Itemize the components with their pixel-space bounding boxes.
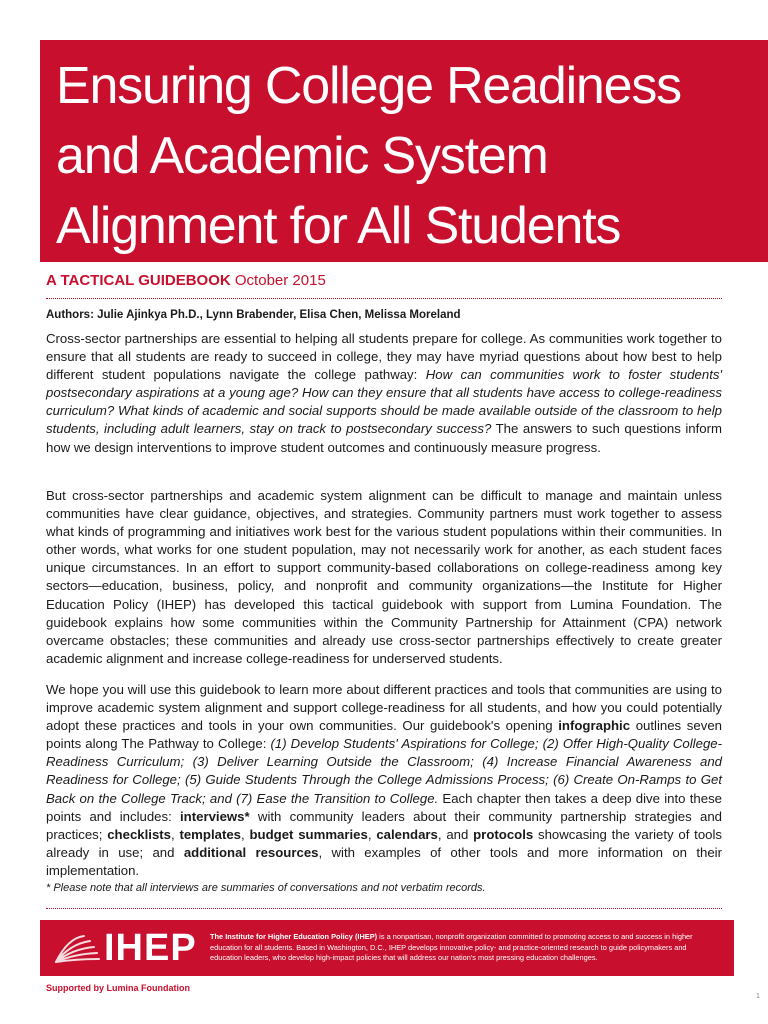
p3-comma-1: , bbox=[171, 826, 180, 842]
p3-checklists: checklists bbox=[107, 826, 171, 842]
paragraph-partnerships: But cross-sector partnerships and academic system alignment can be difficult to manage and maintain unless communities have clear guidance, objectives, and strategies. Community partners must work together to assess what kinds of programming and initiatives work best for the various student populations within their communities. In other words, what works for one student population, may not necessarily work for another, as each student faces unique circumstances. In an effort to support community-based collaborations on college-readiness among key sectors—education, business, policy, and nonprofit and community organizations—the Institute for Higher Education Policy (IHEP) has developed this tactical guidebook with support from Lumina Foundation. The guidebook explains how some communities within the Community Partnership for Attainment (CPA) network overcame obstacles; these communities and already use cross-sector partnerships effectively to create greater academic alignment and increase college-readiness for underserved students. bbox=[46, 488, 722, 666]
p3-budget-summaries: budget summaries bbox=[249, 826, 368, 842]
paragraph-intro-tail: The answers to such questions inform how we design interventions to improve student outcomes and continuously measure progress. bbox=[46, 421, 722, 455]
subtitle bbox=[46, 272, 326, 289]
p3-comma-2: , bbox=[241, 826, 250, 842]
paragraph-guidebook bbox=[46, 681, 722, 880]
paragraph-intro-lead: Cross-sector partnerships are essential to helping all students prepare for college. As communities work together to ensure that all students are ready to succeed in college, they may have myriad questions about how best to help different student populations navigate the college pathway: bbox=[46, 331, 722, 383]
footer-banner bbox=[40, 920, 734, 976]
ihep-logo-mark-icon bbox=[54, 932, 100, 966]
p3-calendars: calendars bbox=[376, 826, 438, 842]
divider-bottom bbox=[46, 908, 722, 909]
p3-templates: templates bbox=[179, 826, 242, 842]
divider-top bbox=[46, 298, 722, 299]
ihep-description bbox=[210, 932, 720, 964]
p3-additional-resources: additional resources bbox=[183, 844, 319, 860]
title-line-2: and Academic System bbox=[56, 127, 548, 185]
paragraph-intro-questions: How can communities work to foster students' postsecondary aspirations at a young age? How can they ensure that all students have access to college-readiness curriculum? What kinds of academic and social supports should be made available outside of the classroom to help students, including adult learners, stay on track to postsecondary success? bbox=[46, 367, 722, 437]
title-banner bbox=[40, 40, 768, 262]
p3-infographic: infographic bbox=[558, 718, 631, 734]
p3-text-2: outlines seven points along The Pathway to College: bbox=[46, 718, 722, 752]
ihep-description-text: is a nonpartisan, nonprofit organization committed to promoting access to and success in higher education for all students. Based in Washington, D.C., IHEP develops innovative policy- and practice-oriented research to guide policymakers and education leaders, who develop high-impact policies that will address our nation's most pressing education challenges. bbox=[210, 932, 693, 963]
title-line-3: Alignment for All Students bbox=[56, 197, 621, 255]
ihep-org-name: The Institute for Higher Education Policy (IHEP) bbox=[210, 932, 378, 941]
p3-interviews: interviews* bbox=[180, 808, 250, 824]
p3-protocols: protocols bbox=[473, 826, 534, 842]
p3-text-1: We hope you will use this guidebook to learn more about different practices and tools that communities are using to improve academic system alignment and support college-readiness for all students, and how you could potentially adopt these practices and tools in your own communities. Our guidebook's opening bbox=[46, 682, 722, 734]
paragraph-intro bbox=[46, 330, 722, 457]
subtitle-label: A TACTICAL GUIDEBOOK bbox=[46, 272, 231, 289]
p3-text-6: , with examples of other tools and more information on their implementation. bbox=[46, 844, 723, 878]
p3-and: , and bbox=[437, 826, 474, 842]
footnote: * Please note that all interviews are summaries of conversations and not verbatim records. bbox=[46, 882, 486, 894]
supported-by: Supported by Lumina Foundation bbox=[46, 983, 190, 993]
authors-line: Authors: Julie Ajinkya Ph.D., Lynn Brabender, Elisa Chen, Melissa Moreland bbox=[46, 309, 461, 321]
ihep-logo-text: IHEP bbox=[104, 927, 197, 969]
subtitle-date: October 2015 bbox=[234, 272, 326, 289]
page-number: 1 bbox=[756, 993, 760, 1000]
p3-text-5: showcasing the variety of tools already in use; and bbox=[46, 826, 723, 860]
p3-pathway-points: (1) Develop Students' Aspirations for College; (2) Offer High-Quality College-Readiness Curriculum; (3) Deliver Learning Outside the Classroom; (4) Increase Financial Awareness and Readiness for College; (5) Guide Students Through the College Admissions Process; (6) Create On-Ramps to Get Back on the College Track; and (7) Ease the Transition to College. bbox=[46, 736, 722, 806]
p3-text-3: Each chapter then takes a deep dive into these points and includes: bbox=[46, 790, 722, 824]
p3-comma-3: , bbox=[367, 826, 377, 842]
p3-text-4: with community leaders about their community partnership strategies and practices; bbox=[46, 808, 722, 842]
title-line-1: Ensuring College Readiness bbox=[56, 57, 681, 115]
